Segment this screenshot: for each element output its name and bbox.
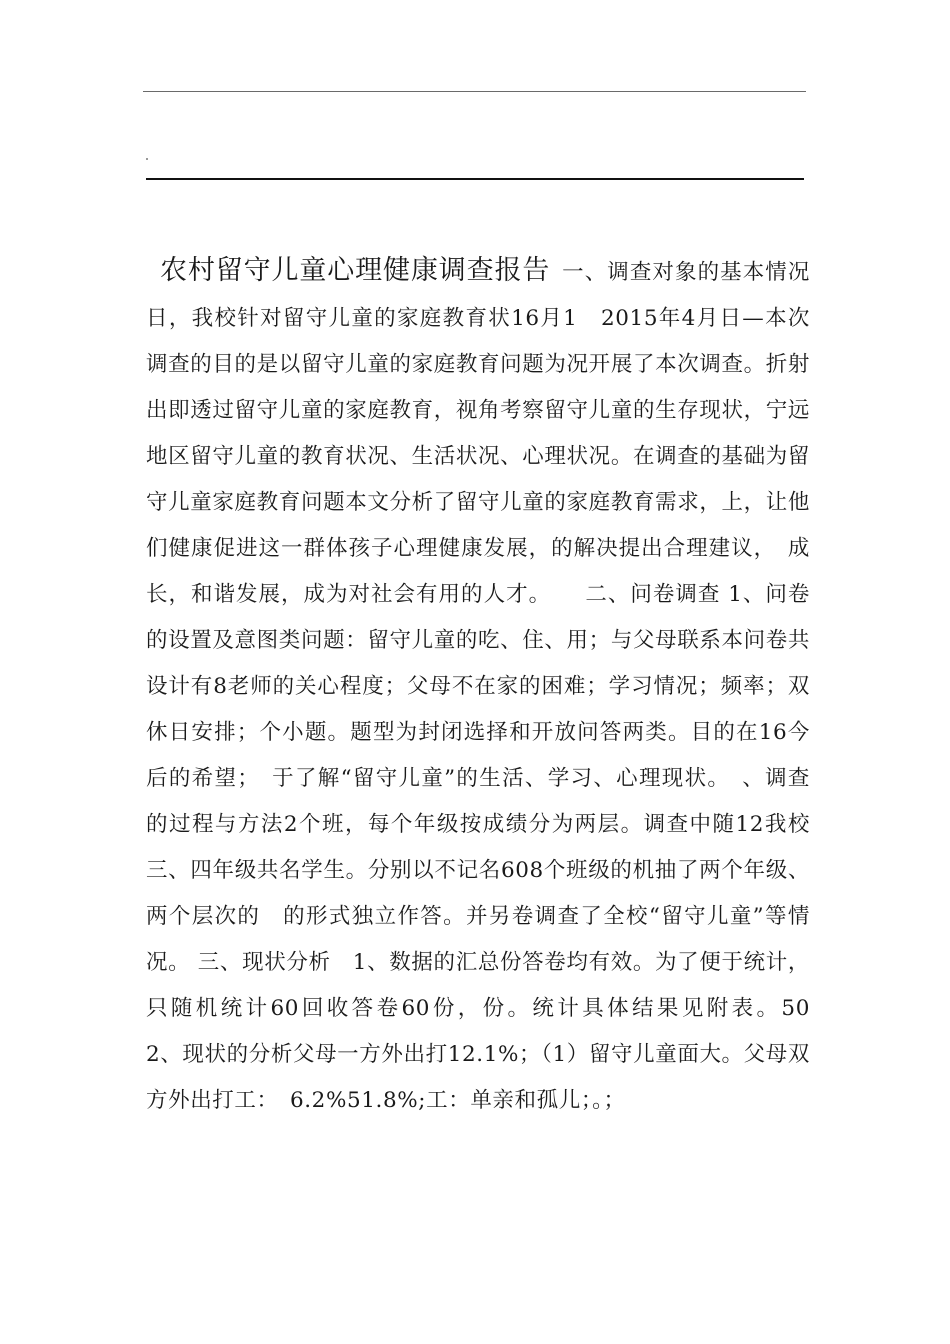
header-rule-thick [146,178,804,180]
page-speck [146,158,148,160]
document-title: 农村留守儿童心理健康调查报告 [160,255,551,286]
report-paragraph: 日，我校针对留守儿童的家庭教育状16月1 2015年4月日—本次调查的目的是以留守儿童的家庭教育问题为况开展了本次调查。折射出即透过留守儿童的家庭教育，视角考察留守儿童的生存现状，宁远地区留守儿童的教育状况、生活状况、心理状况。在调查的基础为留守儿童家庭教育问题本文分析了留守儿童的家庭教育需求，上，让他们健康促进这一群体孩子心理健康发展，的解决提出合理建议， 成长，和谐发展，成为对社会有用的人才。 二、问卷调查 1、问卷的设置及意图类问题：留守儿童的吃、住、用；与父母联系本问卷共设计有8老师的关心程度；父母不在家的困难；学习情况；频率；双休日安排；个小题。题型为封闭选择和开放问答两类。目的在16今后的希望； 于了解“留守儿童”的生活、学习、心理现状。 、调查的过程与方法2个班，每个年级按成绩分为两层。调查中随12我校三、四年级共名学生。分别以不记名608个班级的机抽了两个年级、两个层次的 的形式独立作答。并另卷调查了全校“留守儿童”等情况。 三、现状分析 1、数据的汇总份答卷均有效。为了便于统计，只随机统计60回收答卷60份，份。统计具体结果见附表。50 2、现状的分析父母一方外出打12.1%；（1）留守儿童面大。父母双方外出打工： 6.2%51.8%;工：单亲和孤儿；。； [146,306,877,1113]
header-rule-thin [143,91,806,92]
section-1-heading: 一、调查对象的基本情况 [561,260,810,285]
document-body [146,248,877,1124]
